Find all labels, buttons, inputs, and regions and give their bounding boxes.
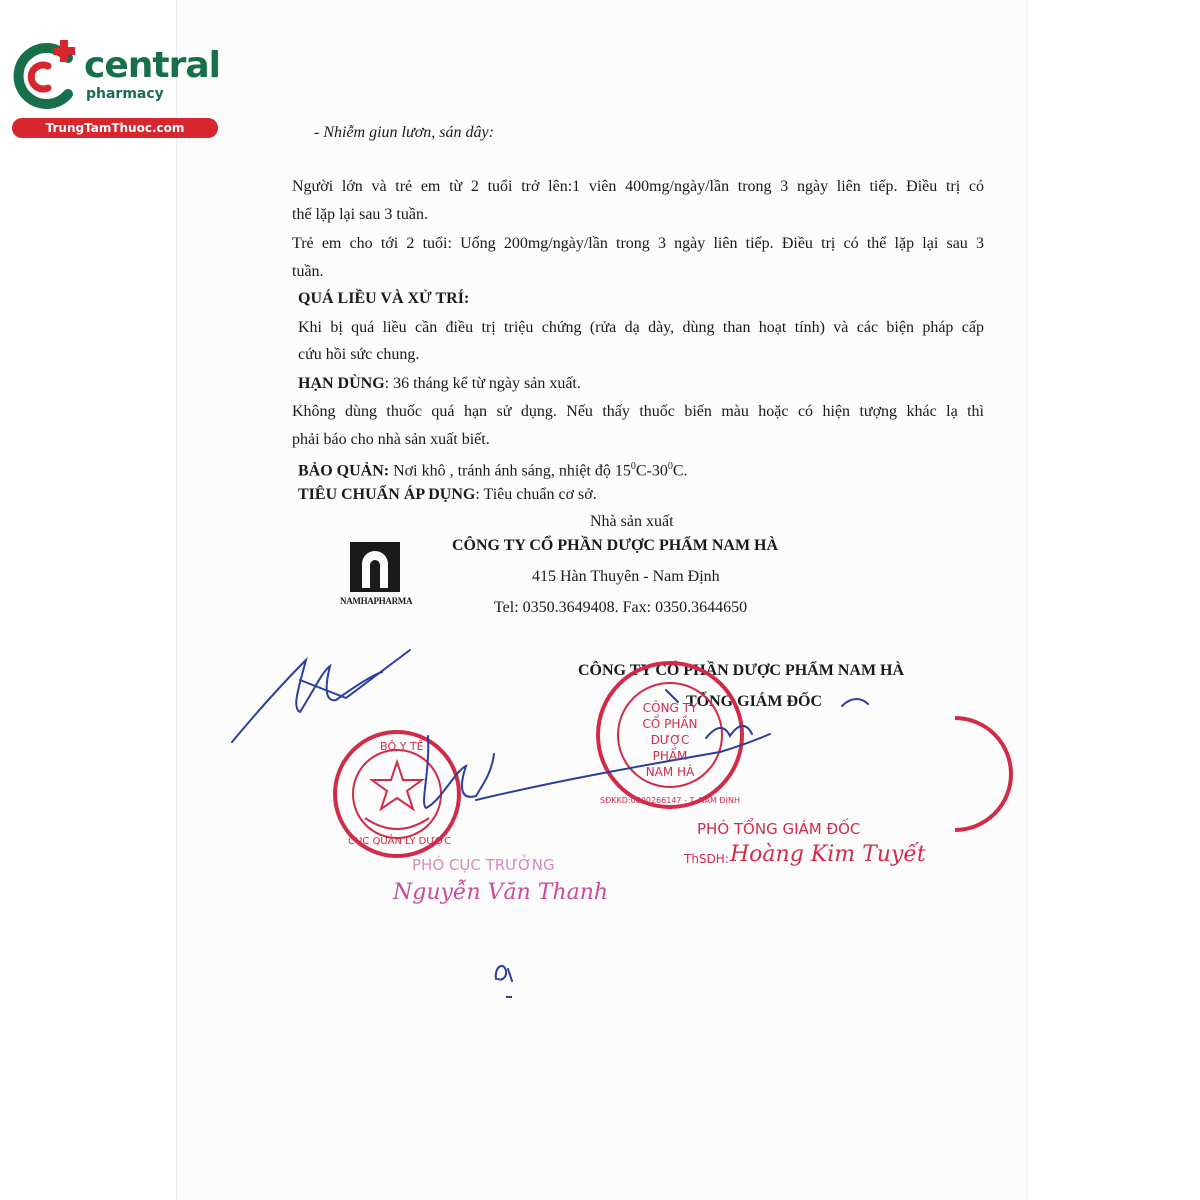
brand-name: central [84, 45, 220, 86]
storage-text-c: C. [672, 462, 688, 480]
overdose-heading: QUÁ LIỀU VÀ XỬ TRÍ: [298, 290, 470, 307]
manufacturer-label: Nhà sản xuất [590, 513, 674, 530]
overdose-line-2: cứu hồi sức chung. [298, 346, 420, 363]
ministry-stamp-bottom: CỤC QUẢN LÝ DƯỢC [348, 836, 452, 847]
company-stamp-line: CÔNG TY [642, 701, 698, 715]
ministry-stamp-top: BỘ Y TẾ [380, 740, 424, 753]
deputy-ceo-prefix: ThSDH: [684, 852, 729, 866]
adult-dose-line-2: thể lặp lại sau 3 tuần. [292, 206, 428, 223]
company-stamp-line: NAM HÀ [645, 765, 695, 779]
brand-sub: pharmacy [86, 86, 164, 102]
expiry-label: HẠN DÙNG [298, 375, 385, 392]
deputy-ceo-title: PHÓ TỔNG GIÁM ĐỐC [697, 820, 861, 838]
blue-signatures [232, 650, 868, 808]
page-mark [490, 955, 530, 1001]
standard-text: : Tiêu chuẩn cơ sở. [475, 486, 597, 503]
child-dose-line-1: Trẻ em cho tới 2 tuổi: Uống 200mg/ngày/lần trong 3 ngày liên tiếp. Điều trị có thể lặp lại sau 3 [292, 235, 984, 252]
storage-label: BẢO QUẢN: [298, 462, 390, 480]
warning-line-1: Không dùng thuốc quá hạn sử dụng. Nếu thấy thuốc biến màu hoặc có hiện tượng khác lạ thì [292, 403, 984, 420]
deputy-director-name: Nguyễn Văn Thanh [393, 880, 609, 905]
manufacturer-address: 415 Hàn Thuyên - Nam Định [532, 568, 720, 585]
manufacturer-company: CÔNG TY CỔ PHẦN DƯỢC PHẨM NAM HÀ [452, 537, 779, 554]
standard-label: TIÊU CHUẨN ÁP DỤNG [298, 486, 476, 503]
company-stamp-line: CỔ PHẦN [642, 717, 698, 731]
bullet-heading: - Nhiễm giun lươn, sán dây: [314, 124, 494, 141]
child-dose-line-2: tuần. [292, 263, 324, 280]
storage-text-b: C-30 [635, 462, 668, 480]
warning-line-2: phải báo cho nhà sản xuất biết. [292, 431, 490, 448]
deputy-director-title: PHÓ CỤC TRƯỞNG [412, 856, 555, 874]
brand-site[interactable]: TrungTamThuoc.com [12, 118, 218, 138]
storage-text-a: Nơi khô , tránh ánh sáng, nhiệt độ 15 [389, 462, 631, 480]
expiry-text: : 36 tháng kể từ ngày sản xuất. [384, 375, 581, 392]
adult-dose-line-1: Người lớn và trẻ em từ 2 tuổi trở lên:1 viên 400mg/ngày/lần trong 3 ngày liên tiếp. Điều trị có [292, 178, 984, 195]
partial-stamp [955, 718, 1011, 830]
overdose-line-1: Khi bị quá liều cần điều trị triệu chứng (rửa dạ dày, dùng than hoạt tính) và các biện pháp cấp [298, 319, 984, 336]
manufacturer-contact: Tel: 0350.3649408. Fax: 0350.3644650 [494, 599, 748, 616]
ceo-title: TỔNG GIÁM ĐỐC [686, 693, 822, 710]
deputy-ceo-name: Hoàng Kim Tuyết [730, 842, 926, 867]
company-stamp-rim: SĐKKD:0600266147 - T. NAM ĐỊNH [600, 796, 740, 805]
signature-company: CÔNG TY CỔ PHẦN DƯỢC PHẨM NAM HÀ [578, 662, 905, 679]
degree-mark-2: 0 [667, 461, 673, 472]
namha-logo-text: NAMHAPHARMA [340, 596, 413, 606]
company-stamp-center [634, 700, 706, 780]
company-stamp-line: DƯỢC PHẨM [650, 733, 690, 763]
degree-mark-1: 0 [630, 461, 636, 472]
